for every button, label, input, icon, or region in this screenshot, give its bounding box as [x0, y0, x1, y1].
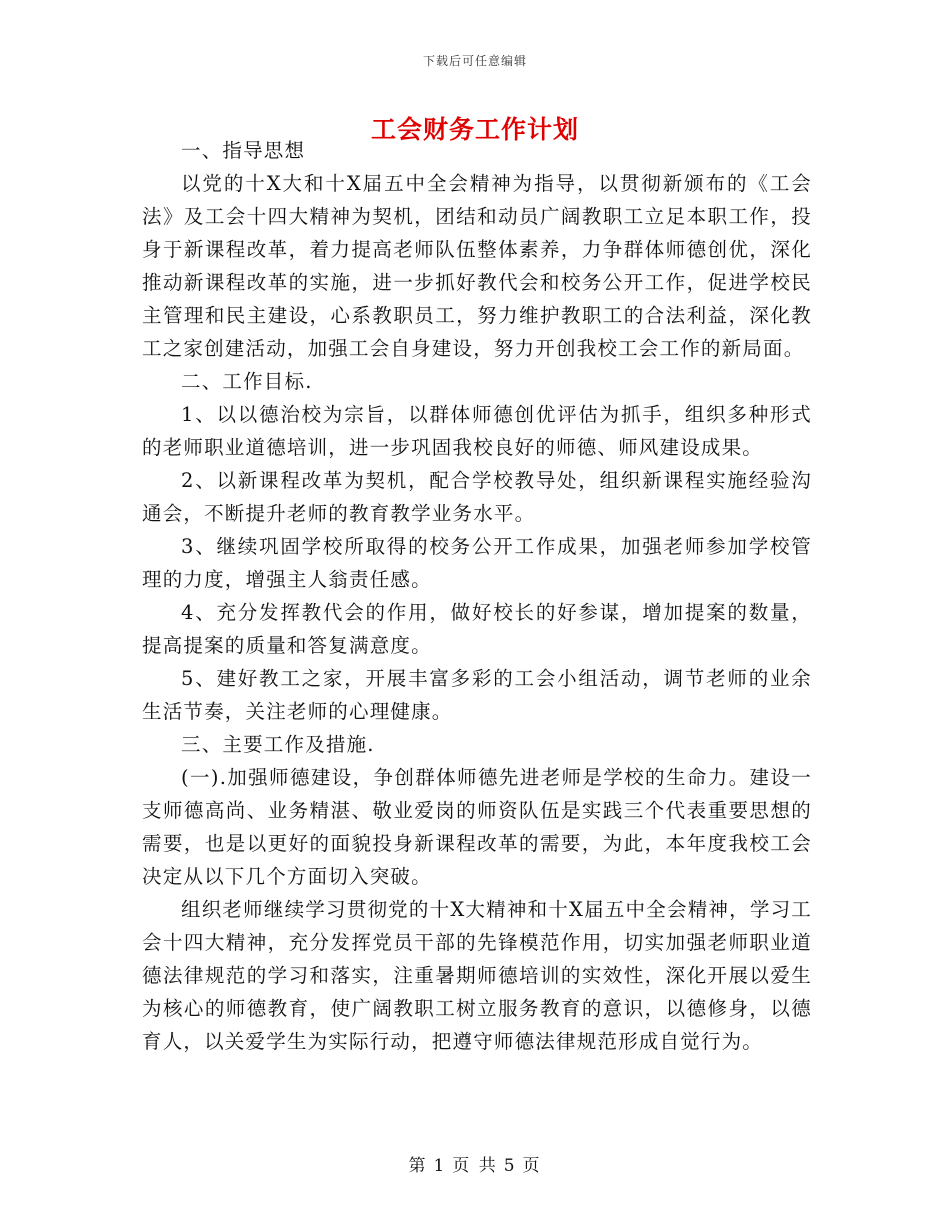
section-heading-guiding-ideology: 一、指导思想: [181, 139, 306, 162]
paragraph-guiding-ideology: 以党的十X大和十X届五中全会精神为指导，以贯彻新颁布的《工会法》及工会十四大精神为契机，团结和动员广阔教职工立足本职工作，投身于新课程改革，着力提高老师队伍整体素养，力争群体师德创优，深化推动新课程改革的实施，进一步抓好教代会和校务公开工作，促进学校民主管理和民主建设，心系教职员工，努力维护教职工的合法利益，深化教工之家创建活动，加强工会自身建设，努力开创我校工会工作的新局面。: [142, 172, 812, 360]
paragraph-goal-1: 1、以以德治校为宗旨，以群体师德创优评估为抓手，组织多种形式的老师职业道德培训，进一步巩固我校良好的师德、师风建设成果。: [142, 403, 812, 459]
page-label-mid: 页 共: [452, 1156, 498, 1176]
section-heading-main-work: 三、主要工作及措施.: [181, 733, 375, 756]
page-number: [0, 1151, 950, 1176]
page-total: 5: [503, 1156, 517, 1176]
section-heading-work-goals: 二、工作目标.: [181, 370, 313, 393]
paragraph-goal-5: 5、建好教工之家，开展丰富多彩的工会小组活动，调节老师的业余生活节奏，关注老师的心理健康。: [142, 667, 812, 723]
paragraph-goal-2: 2、以新课程改革为契机，配合学校教导处，组织新课程实施经验沟通会，不断提升老师的教育教学业务水平。: [142, 469, 812, 525]
paragraph-goal-4: 4、充分发挥教代会的作用，做好校长的好参谋，增加提案的数量，提高提案的质量和答复满意度。: [142, 601, 812, 657]
page-label-suffix: 页: [522, 1156, 542, 1176]
document-title: 工会财务工作计划: [370, 115, 579, 144]
paragraph-study-organization: 组织老师继续学习贯彻党的十X大精神和十X届五中全会精神，学习工会十四大精神，充分发挥党员干部的先锋模范作用，切实加强老师职业道德法律规范的学习和落实，注重暑期师德培训的实效性，深化开展以爱生为核心的师德教育，使广阔教职工树立服务教育的意识，以德修身，以德育人，以关爱学生为实际行动，把遵守师德法律规范形成自觉行为。: [142, 898, 812, 1053]
paragraph-goal-3: 3、继续巩固学校所取得的校务公开工作成果，加强老师参加学校管理的力度，增强主人翁责任感。: [142, 535, 812, 591]
header-note: 下载后可任意编辑: [422, 54, 527, 68]
page-current: 1: [433, 1156, 447, 1176]
document-body: [142, 134, 812, 1058]
page-label-prefix: 第: [408, 1156, 428, 1176]
paragraph-ethics-building: (一).加强师德建设，争创群体师德先进老师是学校的生命力。建设一支师德高尚、业务精湛、敬业爱岗的师资队伍是实践三个代表重要思想的需要，也是以更好的面貌投身新课程改革的需要，为此，本年度我校工会决定从以下几个方面切入突破。: [142, 766, 812, 888]
